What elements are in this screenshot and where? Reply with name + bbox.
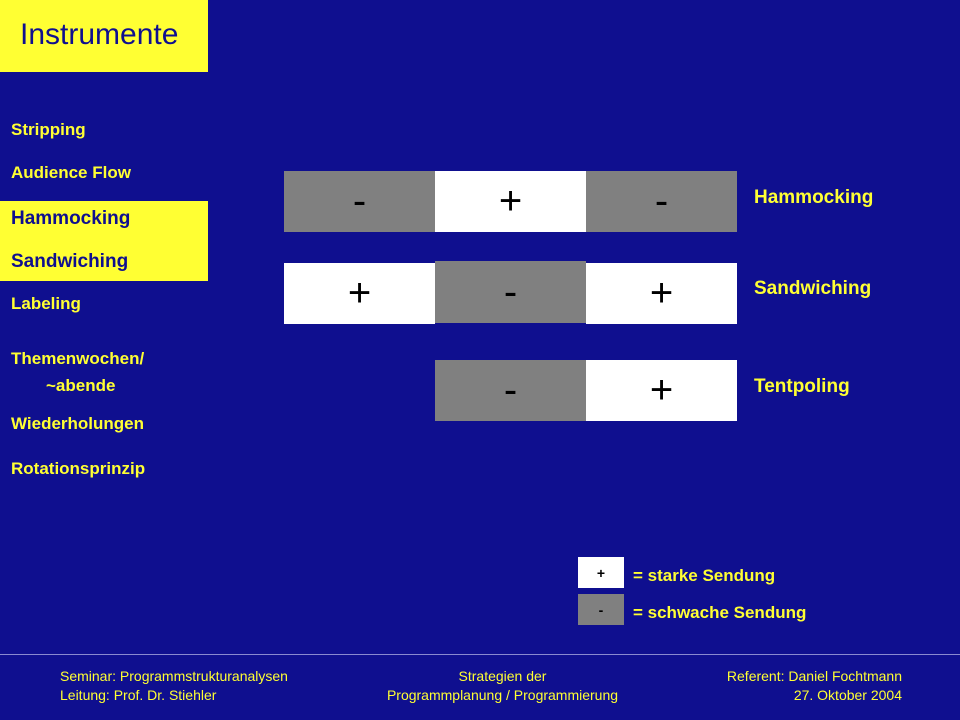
legend-plus-text: = starke Sendung — [633, 566, 776, 585]
footer-date: 27. Oktober 2004 — [793, 687, 902, 703]
tentpoling-label: Tentpoling — [754, 376, 850, 397]
legend-minus-box: - — [578, 594, 624, 625]
footer-left — [60, 667, 288, 705]
tentpoling-cell-2: + — [586, 360, 737, 421]
page-title: Instrumente — [20, 18, 179, 51]
footer-seminar: Seminar: Programmstrukturanalysen — [60, 668, 288, 684]
footer-referent: Referent: Daniel Fochtmann — [726, 668, 902, 684]
hammocking-label: Hammocking — [754, 187, 874, 208]
hammocking-cell-3: - — [586, 171, 737, 232]
footer-topic-1: Strategien der — [458, 668, 547, 684]
tentpoling-cell-1: - — [435, 360, 586, 421]
nav-item-audience-flow[interactable]: Audience Flow — [11, 163, 131, 182]
nav-item-wiederholungen[interactable]: Wiederholungen — [11, 414, 145, 433]
nav-item-sandwiching[interactable]: Sandwiching — [11, 251, 129, 272]
title-box — [0, 0, 208, 72]
footer-topic-2: Programmplanung / Programmierung — [386, 687, 619, 703]
footer-right — [660, 667, 902, 705]
nav-item-labeling[interactable]: Labeling — [11, 294, 81, 313]
hammocking-cell-2: + — [435, 171, 586, 232]
legend-plus-box: + — [578, 557, 624, 588]
hammocking-cell-1: - — [284, 171, 435, 232]
legend-minus-text: = schwache Sendung — [633, 603, 807, 622]
footer-divider — [0, 654, 960, 655]
footer-leitung: Leitung: Prof. Dr. Stiehler — [60, 687, 217, 703]
nav-item-themenwochen-sub[interactable]: ~abende — [46, 376, 116, 395]
nav-item-hammocking[interactable]: Hammocking — [11, 208, 131, 229]
sandwiching-cell-2: - — [435, 261, 586, 323]
nav-item-rotationsprinzip[interactable]: Rotationsprinzip — [11, 459, 146, 478]
footer-center — [360, 667, 645, 705]
nav-item-themenwochen[interactable]: Themenwochen/ — [11, 349, 145, 368]
nav-item-stripping[interactable]: Stripping — [11, 120, 86, 139]
sandwiching-label: Sandwiching — [754, 278, 872, 299]
sandwiching-cell-1: + — [284, 263, 435, 324]
sandwiching-cell-3: + — [586, 263, 737, 324]
